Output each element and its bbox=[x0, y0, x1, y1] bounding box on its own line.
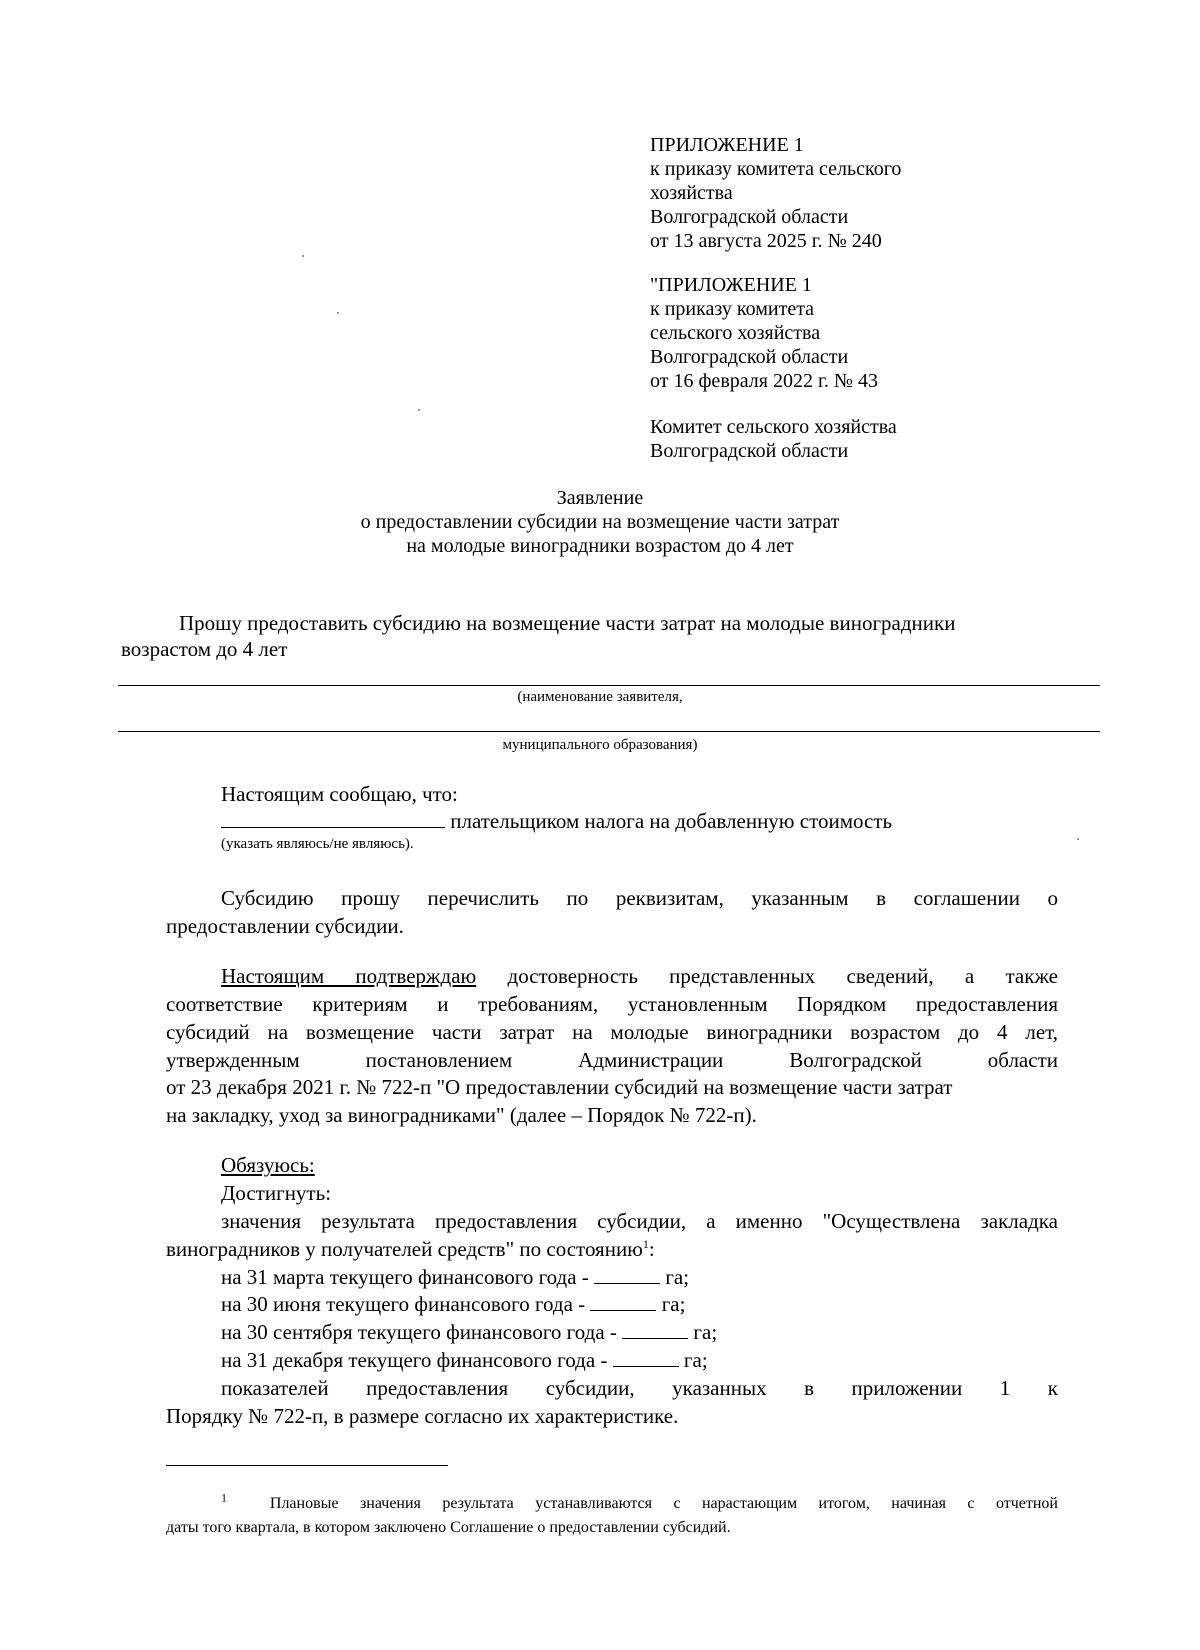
header-line: Волгоградской области bbox=[650, 206, 849, 228]
achieve-label: Достигнуть: bbox=[221, 1181, 332, 1205]
confirm-rest: достоверность представленных сведений, а также bbox=[476, 964, 1058, 988]
indicators-line-1: показателей предоставления субсидии, указанных в приложении 1 к bbox=[221, 1376, 1058, 1400]
date-label: на 30 сентября текущего финансового года - bbox=[221, 1320, 617, 1344]
header-line: к приказу комитета сельского bbox=[650, 158, 902, 180]
confirm-line-5: от 23 декабря 2021 г. № 722-п "О предоставлении субсидий на возмещение части затрат bbox=[166, 1075, 953, 1099]
date-row-4 bbox=[221, 1346, 708, 1374]
header-line: сельского хозяйства bbox=[650, 322, 821, 344]
date-row-1 bbox=[221, 1263, 689, 1291]
date-label: на 30 июня текущего финансового года - bbox=[221, 1292, 586, 1316]
addressee-line: Комитет сельского хозяйства bbox=[650, 416, 897, 438]
confirm-line-3: субсидий на возмещение части затрат на молодые виноградники возрастом до 4 лет, bbox=[166, 1020, 1058, 1044]
result-colon: : bbox=[648, 1237, 655, 1261]
hectare-blank[interactable] bbox=[613, 1348, 679, 1367]
header-line: Волгоградской области bbox=[650, 346, 849, 368]
header-appendix-current bbox=[650, 133, 901, 253]
header-line: от 13 августа 2025 г. № 240 bbox=[650, 230, 882, 252]
title-line: на молодые виноградники возрастом до 4 лет bbox=[406, 535, 794, 557]
municipality-caption: муниципального образования) bbox=[502, 737, 698, 753]
indicators-line-2: Порядку № 722-п, в размере согласно их характеристике. bbox=[166, 1404, 679, 1428]
obligations-heading: Обязуюсь: bbox=[221, 1153, 315, 1177]
footnote-line-2: даты того квартала, в котором заключено Соглашение о предоставлении субсидий. bbox=[166, 1519, 731, 1536]
confirm-line-1 bbox=[221, 962, 1058, 990]
header-line: "ПРИЛОЖЕНИЕ 1 bbox=[650, 274, 812, 296]
header-line: хозяйства bbox=[650, 182, 733, 204]
addressee bbox=[650, 415, 897, 463]
date-label: на 31 декабря текущего финансового года - bbox=[221, 1348, 608, 1372]
footnote-separator bbox=[166, 1465, 448, 1466]
confirm-line-4: утвержденным постановлением Администрации Волгоградской области bbox=[166, 1048, 1058, 1072]
footnote-number: 1 bbox=[221, 1490, 227, 1505]
hectare-blank[interactable] bbox=[622, 1320, 688, 1339]
unit-label: га; bbox=[693, 1320, 718, 1344]
footnote-line-1 bbox=[221, 1492, 1058, 1516]
unit-label: га; bbox=[683, 1348, 708, 1372]
header-line: ПРИЛОЖЕНИЕ 1 bbox=[650, 134, 804, 156]
header-line: к приказу комитета bbox=[650, 298, 815, 320]
result-line-1: значения результата предоставления субсидии, а именно "Осуществлена закладка bbox=[221, 1209, 1058, 1233]
unit-label: га; bbox=[665, 1265, 690, 1289]
municipality-line bbox=[118, 731, 1100, 732]
scan-speck bbox=[418, 409, 420, 411]
vat-statement bbox=[221, 807, 892, 835]
vat-hint: (указать являюсь/не являюсь). bbox=[221, 836, 414, 852]
transfer-line-1: Субсидию прошу перечислить по реквизитам, указанным в соглашении о bbox=[221, 886, 1058, 910]
title-line: о предоставлении субсидии на возмещение части затрат bbox=[360, 511, 840, 533]
document-title bbox=[0, 486, 1200, 558]
header-line: от 16 февраля 2022 г. № 43 bbox=[650, 370, 879, 392]
title-line: Заявление bbox=[556, 487, 644, 509]
confirm-line-2: соответствие критериям и требованиям, установленным Порядком предоставления bbox=[166, 992, 1058, 1016]
request-line-1: Прошу предоставить субсидию на возмещение части затрат на молодые виноградники bbox=[179, 611, 956, 635]
hectare-blank[interactable] bbox=[590, 1292, 656, 1311]
footnote-ref: 1 bbox=[642, 1237, 649, 1251]
confirm-underlined: Настоящим подтверждаю bbox=[221, 964, 477, 988]
vat-intro: Настоящим сообщаю, что: bbox=[221, 782, 458, 806]
date-row-3 bbox=[221, 1318, 717, 1346]
scan-speck bbox=[1077, 838, 1079, 840]
transfer-line-2: предоставлении субсидии. bbox=[166, 914, 404, 938]
scan-speck bbox=[337, 312, 339, 314]
scan-speck bbox=[302, 255, 304, 257]
header-appendix-original bbox=[650, 273, 878, 393]
applicant-caption: (наименование заявителя, bbox=[517, 689, 683, 705]
footnote-text: Плановые значения результата устанавливаются с нарастающим итогом, начиная с отчетной bbox=[269, 1495, 1058, 1512]
addressee-line: Волгоградской области bbox=[650, 440, 849, 462]
vat-status-blank[interactable] bbox=[221, 809, 445, 828]
hectare-blank[interactable] bbox=[594, 1265, 660, 1284]
request-line-2: возрастом до 4 лет bbox=[121, 637, 288, 661]
result-line-2 bbox=[166, 1235, 655, 1263]
date-row-2 bbox=[221, 1290, 685, 1318]
confirm-line-6: на закладку, уход за виноградниками" (далее – Порядок № 722-п). bbox=[166, 1103, 757, 1127]
vat-text: плательщиком налога на добавленную стоимость bbox=[450, 809, 893, 833]
applicant-name-line bbox=[118, 685, 1100, 686]
result-text: виноградников у получателей средств" по состоянию bbox=[166, 1237, 643, 1261]
date-label: на 31 марта текущего финансового года - bbox=[221, 1265, 589, 1289]
unit-label: га; bbox=[661, 1292, 686, 1316]
